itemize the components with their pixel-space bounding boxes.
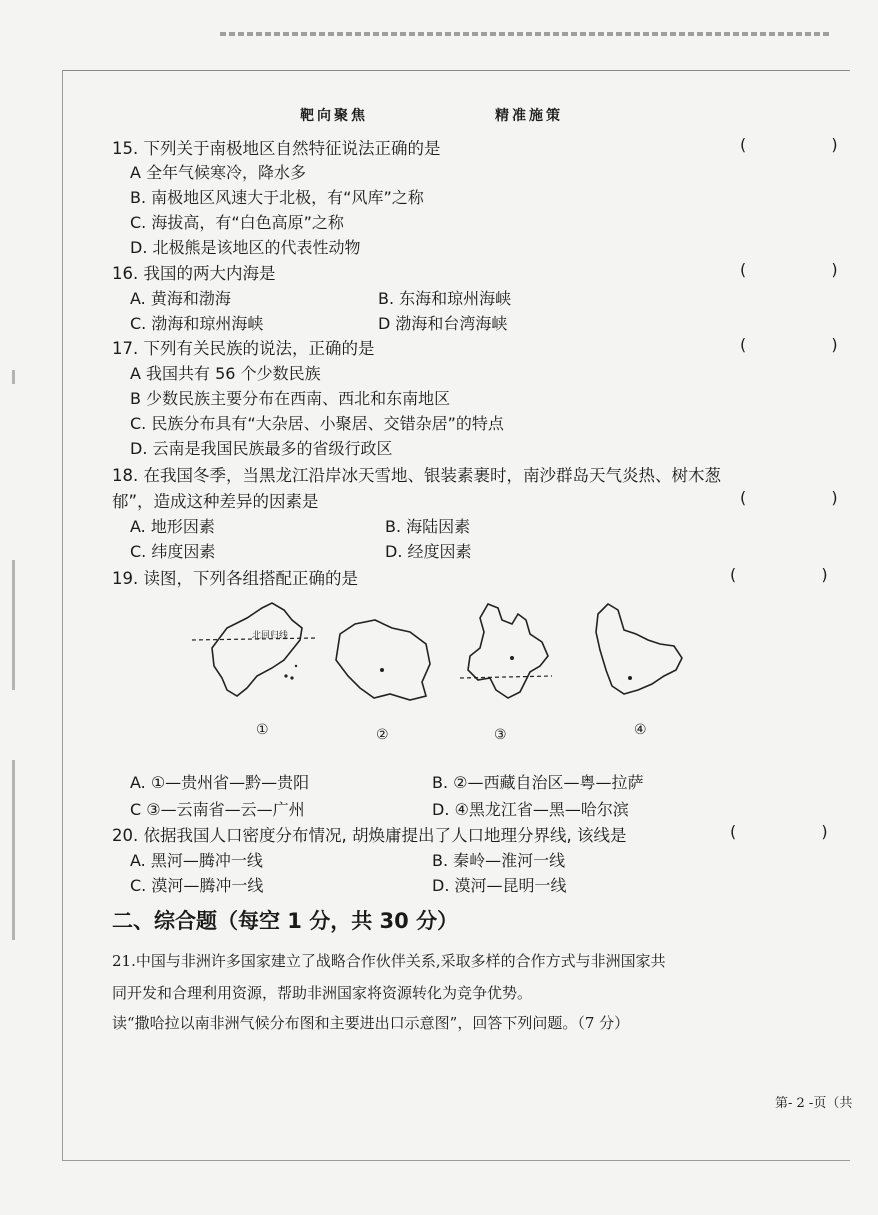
header-left: 靶向聚焦 [300,108,368,124]
question-21-line-2: 同开发和合理利用资源，帮助非洲国家将资源转化为竞争优势。 [112,984,533,1002]
option: C ③—云南省—云—广州 [130,800,305,819]
question-17-stem: 17. 下列有关民族的说法，正确的是 [112,339,375,358]
header-right: 精准施策 [495,108,563,124]
option: D. ④黑龙江省—黑—哈尔滨 [432,800,629,819]
option: A. ①—贵州省—黔—贵阳 [130,773,310,792]
option: B 少数民族主要分布在西南、西北和东南地区 [130,389,451,408]
option: B. 秦岭—淮河一线 [432,851,566,870]
option: B. 东海和琼州海峡 [378,289,512,308]
map-label-2: ② [376,727,389,743]
answer-paren: ( ) [740,335,878,354]
margin-mark [12,560,15,690]
scan-artifact-top [220,32,830,36]
province-map-guizhou [330,614,435,704]
tropic-of-cancer-label: 北回归线 [252,631,289,641]
question-18-stem-continued: 郁”，造成这种差异的因素是 [112,492,319,511]
map-label-1: ① [256,722,269,738]
question-21-line-1: 21.中国与非洲许多国家建立了战略合作伙伴关系,采取多样的合作方式与非洲国家共 [112,952,666,970]
question-16-stem: 16. 我国的两大内海是 [112,264,276,283]
question-19-stem: 19. 读图，下列各组搭配正确的是 [112,569,358,588]
option: B. 南极地区风速大于北极，有“风库”之称 [130,188,424,207]
option: C. 渤海和琼州海峡 [130,314,264,333]
option: D. 漠河—昆明一线 [432,876,567,895]
answer-paren: ( ) [730,822,868,841]
option: B. ②—西藏自治区—粤—拉萨 [432,773,644,792]
margin-mark [12,370,15,384]
option: D. 经度因素 [385,542,472,561]
option: B. 海陆因素 [385,517,471,536]
option: D 渤海和台湾海峡 [378,314,508,333]
province-map-heilongjiang [590,600,690,700]
option: C. 纬度因素 [130,542,216,561]
option: A 全年气候寒冷，降水多 [130,163,307,182]
question-18-stem: 18. 在我国冬季，当黑龙江沿岸冰天雪地、银装素裹时，南沙群岛天气炎热、树木葱 [112,466,721,485]
province-map-guangdong [192,598,322,708]
answer-paren: ( ) [740,260,878,279]
section-heading: 二、综合题（每空 1 分，共 30 分） [112,909,459,933]
page-border-left [62,70,63,1160]
question-21-line-3: 读“撒哈拉以南非洲气候分布图和主要进出口示意图”，回答下列问题。（7 分） [112,1014,630,1032]
map-label-3: ③ [494,727,507,743]
option: D. 北极熊是该地区的代表性动物 [130,238,361,257]
option: D. 云南是我国民族最多的省级行政区 [130,439,393,458]
option: A. 黑河—腾冲一线 [130,851,263,870]
option: C. 海拔高，有“白色高原”之称 [130,213,344,232]
option: C. 漠河—腾冲一线 [130,876,264,895]
page-number: 第- 2 -页（共 [775,1096,853,1111]
province-map-yunnan [460,600,555,705]
answer-paren: ( ) [740,488,878,507]
answer-paren: ( ) [740,135,878,154]
option: A. 地形因素 [130,517,215,536]
answer-paren: ( ) [730,565,868,584]
question-15-stem: 15. 下列关于南极地区自然特征说法正确的是 [112,139,441,158]
page-border-top [62,70,850,71]
page-border-bottom [62,1160,850,1161]
option: A. 黄海和渤海 [130,289,231,308]
question-20-stem: 20. 依据我国人口密度分布情况, 胡焕庸提出了人口地理分界线, 该线是 [112,826,627,845]
map-label-4: ④ [634,722,647,738]
option: A 我国共有 56 个少数民族 [130,364,321,383]
option: C. 民族分布具有“大杂居、小聚居、交错杂居”的特点 [130,414,504,433]
margin-mark [12,760,15,940]
